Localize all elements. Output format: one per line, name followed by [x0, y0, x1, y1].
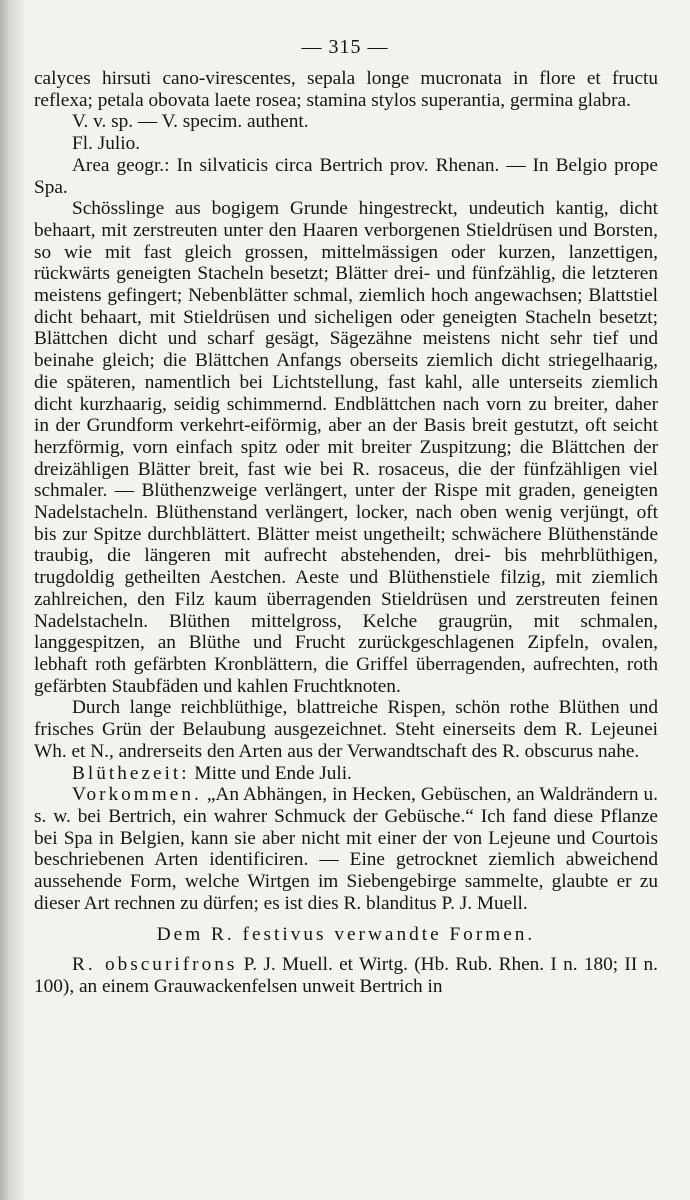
flowering-time-paragraph [34, 763, 658, 785]
page-number-header: — 315 — [301, 36, 389, 58]
related-form-paragraph [34, 954, 658, 997]
occurrence-label: Vorkommen. [72, 784, 202, 806]
specimen-paragraph: V. v. sp. — V. specim. authent. [72, 111, 309, 133]
related-form-name: R. obscurifrons [72, 954, 238, 976]
related-form-text: P. J. Muell. et Wirtg. (Hb. Rub. Rhen. I n. 180; II n. 100), an einem Grauwackenfelsen unweit Bertrich in [34, 954, 658, 997]
comparison-paragraph: Durch lange reichblüthige, blattreiche Rispen, schön rothe Blüthen und frisches Grün der Belaubung ausgezeichnet. Steht einerseits dem R. Lejeunei Wh. et N., andrerseits den Arten aus der Verwandtschaft des R. obscurus nahe. [34, 697, 658, 762]
description-paragraph: Schösslinge aus bogigem Grunde hingestreckt, undeutich kantig, dicht behaart, mit zerstreuten unter den Haaren verborgenen Stieldrüsen und Borsten, so wie mit fast gleich grossen, mittelmässigen oder kurzen, lanzettigen, rückwärts geneigten Stacheln besetzt; Blätter drei- und fünfzählig, die letzteren meistens gefingert; Nebenblätter schmal, ziemlich hoch angewachsen; Blattstiel dicht behaart, mit Stieldrüsen und sicheligen oder geneigten Stacheln besetzt; Blättchen dicht und scharf gesägt, Sägezähne meistens nicht sehr tief und beinahe gleich; die Blättchen Anfangs oberseits ziemlich dicht striegelhaarig, die späteren, namentlich bei Lichtstellung, fast kahl, alle unterseits ziemlich dicht kurzhaarig, seidig schimmernd. Endblättchen nach vorn zu breiter, daher in der Grundform verkehrt-eiförmig, aber an der Basis breit gestutzt, oft seicht herzförmig, vorn einfach spitz oder mit breiter Zuspitzung; die Blättchen der dreizähligen Blätter breit, fast wie bei R. rosaceus, die der fünfzähligen viel schmaler. — Blüthenzweige verlängert, unter der Rispe mit graden, geneigten Nadelstacheln. Blüthenstand verlängert, locker, nach oben wenig verjüngt, oft bis zur Spitze durchblättert. Blätter meist ungetheilt; schwächere Blüthenstände traubig, die längeren mit aufrecht abstehenden, drei- bis mehrblüthigen, trugdoldig getheilten Aestchen. Aeste und Blüthenstiele filzig, mit ziemlich zahlreichen, den Filz kaum überragenden Stieldrüsen und zerstreuten feinen Nadelstacheln. Blüthen mittelgross, Kelche graugrün, mit schmalen, langgespitzen, an Blüthe und Frucht zurückgeschlagenen Zipfeln, ovalen, lebhaft roth gefärbten Kronblättern, die Griffel überragenden, aufrechten, roth gefärbten Staubfäden und kahlen Fruchtknoten. [34, 198, 658, 697]
related-forms-heading: Dem R. festivus verwandte Formen. [156, 924, 536, 946]
flowering-time-text: Mitte und Ende Juli. [189, 762, 352, 784]
latin-description-paragraph: calyces hirsuti cano-virescentes, sepala longe mucronata in flore et fructu reflexa; petala obovata laete rosea; stamina stylos superantia, germina glabra. [34, 68, 658, 111]
occurrence-paragraph [34, 784, 658, 914]
flowering-paragraph: Fl. Julio. [72, 133, 141, 155]
document-body [34, 68, 658, 998]
area-paragraph: Area geogr.: In silvaticis circa Bertrich prov. Rhenan. — In Belgio prope Spa. [34, 154, 658, 198]
flowering-time-label: Blüthezeit: [72, 762, 190, 784]
occurrence-text: „An Abhängen, in Hecken, Gebüschen, an Waldrändern u. s. w. bei Bertrich, ein wahrer Schmuck der Gebüsche.“ Ich fand diese Pflanze bei Spa in Belgien, kann sie aber nicht mit einer der von Lejeune und Courtois beschriebenen Arten identificiren. — Eine getrocknet ziemlich abweichend aussehende Form, welche Wirtgen im Siebengebirge sammelte, glaubte er zu dieser Art rechnen zu dürfen; es ist dies R. blanditus P. J. Muell. [34, 784, 658, 914]
scan-edge-shadow [0, 0, 24, 1200]
